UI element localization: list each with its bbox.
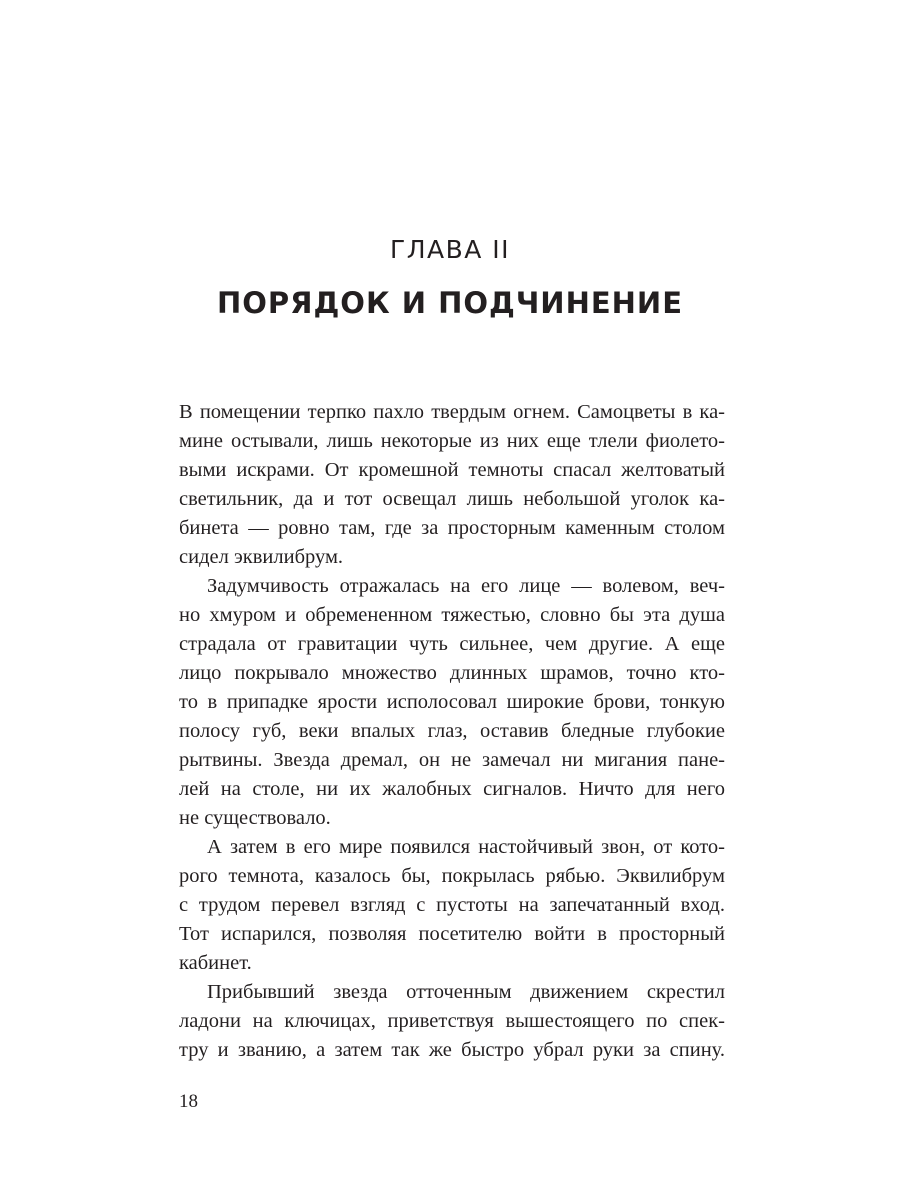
- text-line: страдала от гравитации чуть сильнее, чем другие. А еще: [179, 633, 725, 655]
- paragraph: [179, 398, 725, 572]
- text-line: А затем в его мире появился настойчивый звон, от кото-: [207, 836, 725, 858]
- text-line: тру и званию, а затем так же быстро убрал руки за спину.: [179, 1039, 725, 1061]
- text-line: Прибывший звезда отточенным движением скрестил: [207, 981, 725, 1003]
- text-line: лицо покрывало множество длинных шрамов, точно кто-: [179, 662, 725, 684]
- body-text: [179, 398, 725, 1065]
- text-line: но хмуром и обремененном тяжестью, словно бы эта душа: [179, 604, 725, 626]
- chapter-label: ГЛАВА II: [389, 235, 511, 264]
- text-line: Задумчивость отражалась на его лице — волевом, веч-: [207, 575, 725, 597]
- paragraph: [179, 978, 725, 1065]
- text-line: лей на столе, ни их жалобных сигналов. Ничто для него: [179, 778, 725, 800]
- text-line: полосу губ, веки впалых глаз, оставив бледные глубокие: [179, 720, 725, 742]
- text-line: бинета — ровно там, где за просторным каменным столом: [179, 517, 725, 539]
- text-line: светильник, да и тот освещал лишь небольшой уголок ка-: [179, 488, 725, 510]
- text-line: выми искрами. От кромешной темноты спасал желтоватый: [179, 459, 725, 481]
- text-line: рытвины. Звезда дремал, он не замечал ни мигания пане-: [179, 749, 725, 771]
- text-line: с трудом перевел взгляд с пустоты на запечатанный вход.: [179, 894, 725, 916]
- text-line: ладони на ключицах, приветствуя вышестоящего по спек-: [179, 1010, 725, 1032]
- paragraph: [179, 833, 725, 978]
- text-line: Тот испарился, позволяя посетителю войти в просторный: [179, 923, 725, 945]
- text-line: мине остывали, лишь некоторые из них еще тлели фиолето-: [179, 430, 725, 452]
- text-line: В помещении терпко пахло твердым огнем. Самоцветы в ка-: [179, 401, 725, 423]
- page-number: 18: [179, 1091, 198, 1112]
- text-line: кабинет.: [179, 952, 252, 974]
- paragraph: [179, 572, 725, 833]
- text-line: рого темнота, казалось бы, покрылась рябью. Эквилибрум: [179, 865, 725, 887]
- text-line: сидел эквилибрум.: [179, 546, 344, 568]
- chapter-title: ПОРЯДОК И ПОДЧИНЕНИЕ: [216, 286, 684, 320]
- text-line: то в припадке ярости исполосовал широкие брови, тонкую: [179, 691, 725, 713]
- text-line: не существовало.: [179, 807, 331, 829]
